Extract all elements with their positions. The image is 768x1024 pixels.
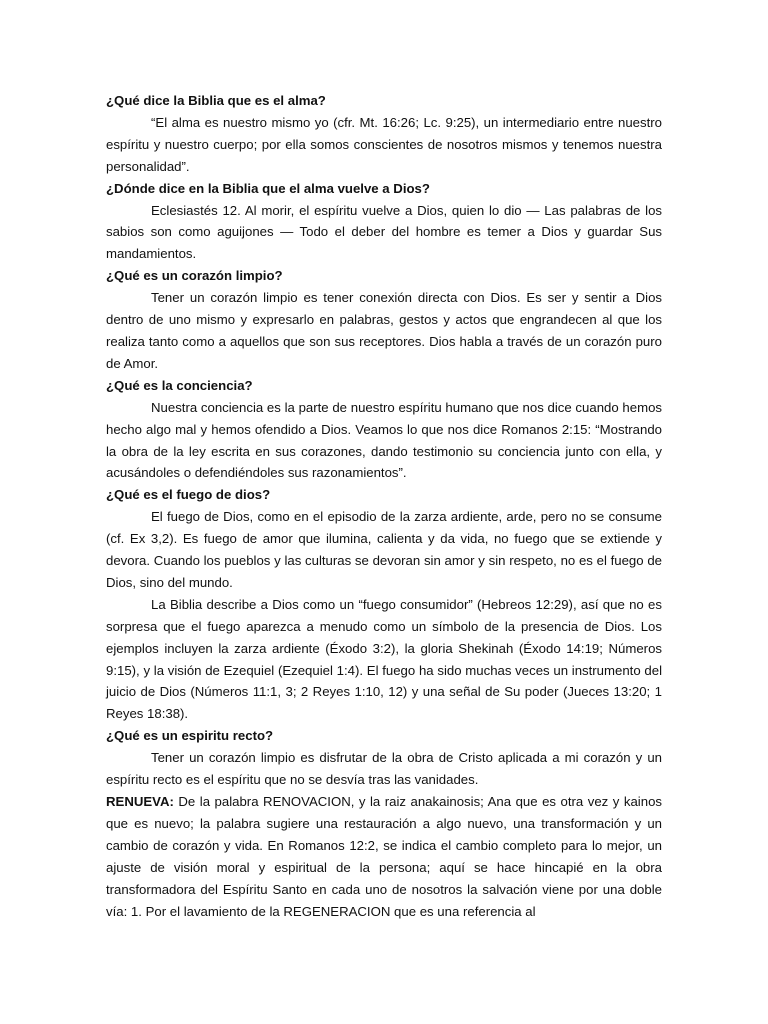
heading-fuego: ¿Qué es el fuego de dios? [106, 487, 271, 503]
paragraph-alma: “El alma es nuestro mismo yo (cfr. Mt. 16:26; Lc. 9:25), un intermediario entre nuestro espíritu y nuestro cuerpo; por ella somos conscientes de nosotros mismos y tenemos nuestra personalidad”. [106, 114, 662, 174]
paragraph-conciencia: Nuestra conciencia es la parte de nuestro espíritu humano que nos dice cuando hemos hecho algo mal y hemos ofendido a Dios. Veamos lo que nos dice Romanos 2:15: “Mostrando la obra de la ley escrita en sus corazones, dando testimonio su conciencia junto con ella, y acusándoles o defendiéndoles sus razonamientos”. [106, 399, 662, 481]
heading-alma: ¿Qué dice la Biblia que es el alma? [106, 93, 326, 108]
paragraph-fuego-2: La Biblia describe a Dios como un “fuego consumidor” (Hebreos 12:29), así que no es sorpresa que el fuego aparezca a menudo como un símbolo de la presencia de Dios. Los ejemplos incluyen la zarza ardiente (Éxodo 3:2), la gloria Shekinah (Éxodo 14:19; Números 9:15), y la visión de Ezequiel (Ezequiel 1:4). El fuego ha sido muchas veces un instrumento del juicio de Dios (Números 11:1, 3; 2 Reyes 1:10, 12) y una señal de Su poder (Jueces 13:20; 1 Reyes 18:38). [106, 596, 662, 722]
renueva-text: De la palabra RENOVACION, y la raiz anakainosis; Ana que es otra vez y kainos que es nuevo; la palabra sugiere una restauración a algo nuevo, una transformación y un cambio de corazón y vida. En Romanos 12:2, se indica el cambio completo para lo mejor, un ajuste de visión moral y espiritual de la persona; aquí se hace hincapié en la obra transformadora del Espíritu Santo en cada uno de nosotros la salvación viene por una doble vía: 1. Por el lavamiento de la REGENERACION que es una referencia al [106, 794, 662, 919]
heading-conciencia: ¿Qué es la conciencia? [106, 377, 253, 393]
paragraph-eclesiastes: Eclesiastés 12. Al morir, el espíritu vuelve a Dios, quien lo dio — Las palabras de los sabios son como aguijones — Todo el deber del hombre es temer a Dios y guardar Sus mandamientos. [106, 202, 662, 262]
heading-corazon-limpio: ¿Qué es un corazón limpio? [106, 268, 283, 284]
renueva-label: RENUEVA: [106, 794, 174, 809]
heading-espiritu-recto: ¿Qué es un espiritu recto? [106, 728, 274, 744]
document-page [106, 90, 662, 922]
paragraph-fuego-1: El fuego de Dios, como en el episodio de la zarza ardiente, arde, pero no se consume (cf. Ex 3,2). Es fuego de amor que ilumina, calienta y da vida, no fuego que se extiende y devora. Cuando los pueblos y las culturas se devoran sin amor y sin respeto, no es el fuego de Dios, sino del mundo. [106, 509, 662, 590]
paragraph-espiritu-recto: Tener un corazón limpio es disfrutar de la obra de Cristo aplicada a mi corazón y un espíritu recto es el espíritu que no se desvía tras las vanidades. [106, 750, 662, 788]
paragraph-corazon-limpio: Tener un corazón limpio es tener conexión directa con Dios. Es ser y sentir a Dios dentro de uno mismo y expresarlo en palabras, gestos y actos que engrandecen al que los realiza tanto como a aquellos que son sus receptores. Dios habla a través de un corazón puro de Amor. [106, 290, 662, 371]
heading-alma-vuelve: ¿Dónde dice en la Biblia que el alma vuelve a Dios? [106, 180, 430, 196]
paragraph-renueva [106, 791, 662, 922]
